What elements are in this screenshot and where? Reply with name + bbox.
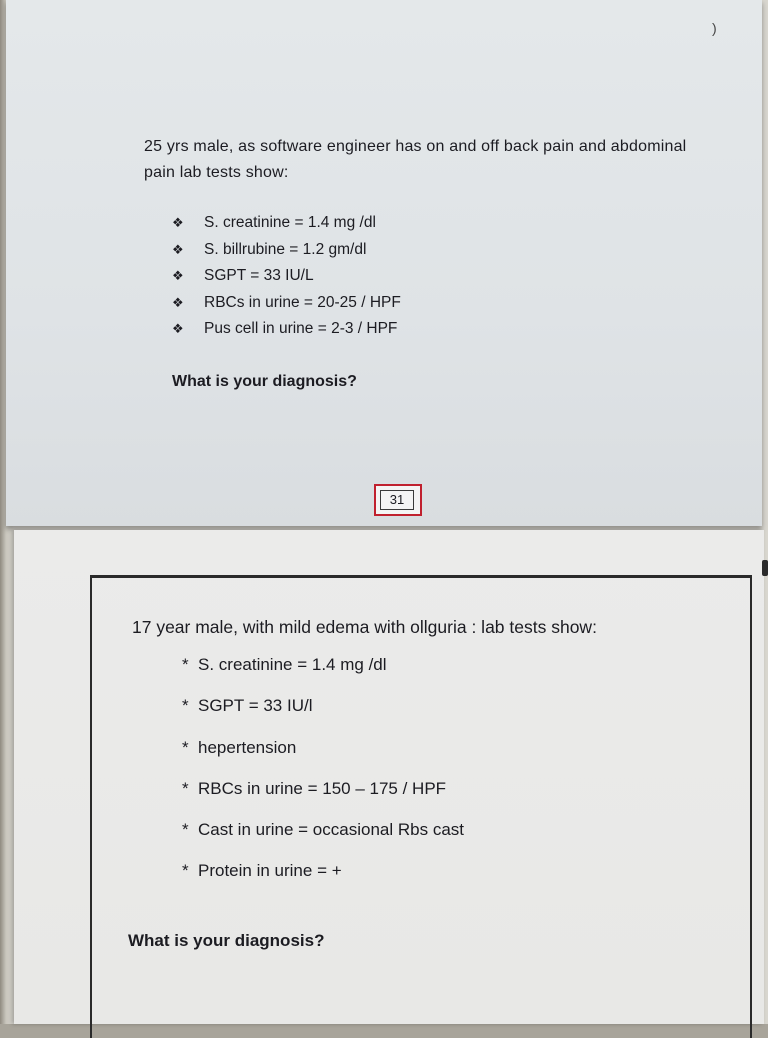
case-1-intro: 25 yrs male, as software engineer has on and off back pain and abdominal pain lab tests show: — [144, 138, 687, 181]
asterisk-bullet-icon: * — [182, 861, 189, 881]
asterisk-bullet-icon: * — [182, 655, 189, 674]
list-item — [182, 691, 464, 732]
diamond-bullet-icon: ❖ — [172, 268, 184, 283]
asterisk-bullet-icon: * — [182, 778, 189, 798]
lab-result-text: Cast in urine = occasional Rbs cast — [198, 820, 464, 840]
list-item — [172, 290, 401, 317]
list-item — [172, 210, 401, 237]
asterisk-bullet-icon: * — [182, 696, 189, 716]
diamond-bullet-icon: ❖ — [172, 215, 184, 230]
corner-mark: ) — [712, 20, 717, 36]
asterisk-bullet-icon: * — [182, 820, 189, 840]
lab-result-text: Protein in urine = + — [198, 861, 342, 881]
list-item — [182, 856, 464, 897]
lab-result-text: Pus cell in urine = 2-3 / HPF — [204, 320, 398, 337]
diamond-bullet-icon: ❖ — [172, 241, 184, 257]
case-2-intro: 17 year male, with mild edema with ollguria : lab tests show: — [132, 617, 597, 637]
case-2-lab-list — [182, 650, 464, 898]
list-item — [182, 815, 464, 856]
lab-result-text: S. creatinine = 1.4 mg /dl — [198, 655, 387, 674]
case-1-lab-list — [172, 210, 401, 343]
case-1-question: What is your diagnosis? — [172, 373, 357, 390]
clip-mark — [762, 560, 768, 576]
list-item — [182, 650, 464, 691]
list-item — [172, 263, 401, 290]
list-item — [172, 316, 401, 343]
page-number-label: 31 — [380, 490, 414, 510]
lab-result-text: SGPT = 33 IU/l — [198, 696, 313, 716]
list-item — [172, 237, 401, 264]
lab-result-text: hepertension — [198, 737, 297, 757]
lab-result-text: RBCs in urine = 150 – 175 / HPF — [198, 778, 447, 798]
page-number-stamp — [374, 484, 422, 516]
lab-result-text: S. billrubine = 1.2 gm/dl — [204, 240, 367, 258]
list-item — [182, 733, 464, 774]
diamond-bullet-icon: ❖ — [172, 321, 184, 336]
diamond-bullet-icon: ❖ — [172, 294, 184, 310]
lab-result-text: SGPT = 33 IU/L — [204, 267, 314, 284]
list-item — [182, 774, 464, 815]
asterisk-bullet-icon: * — [182, 737, 189, 757]
case-2-question: What is your diagnosis? — [128, 931, 325, 950]
lab-result-text: S. creatinine = 1.4 mg /dl — [204, 214, 376, 231]
lab-result-text: RBCs in urine = 20-25 / HPF — [204, 293, 401, 311]
